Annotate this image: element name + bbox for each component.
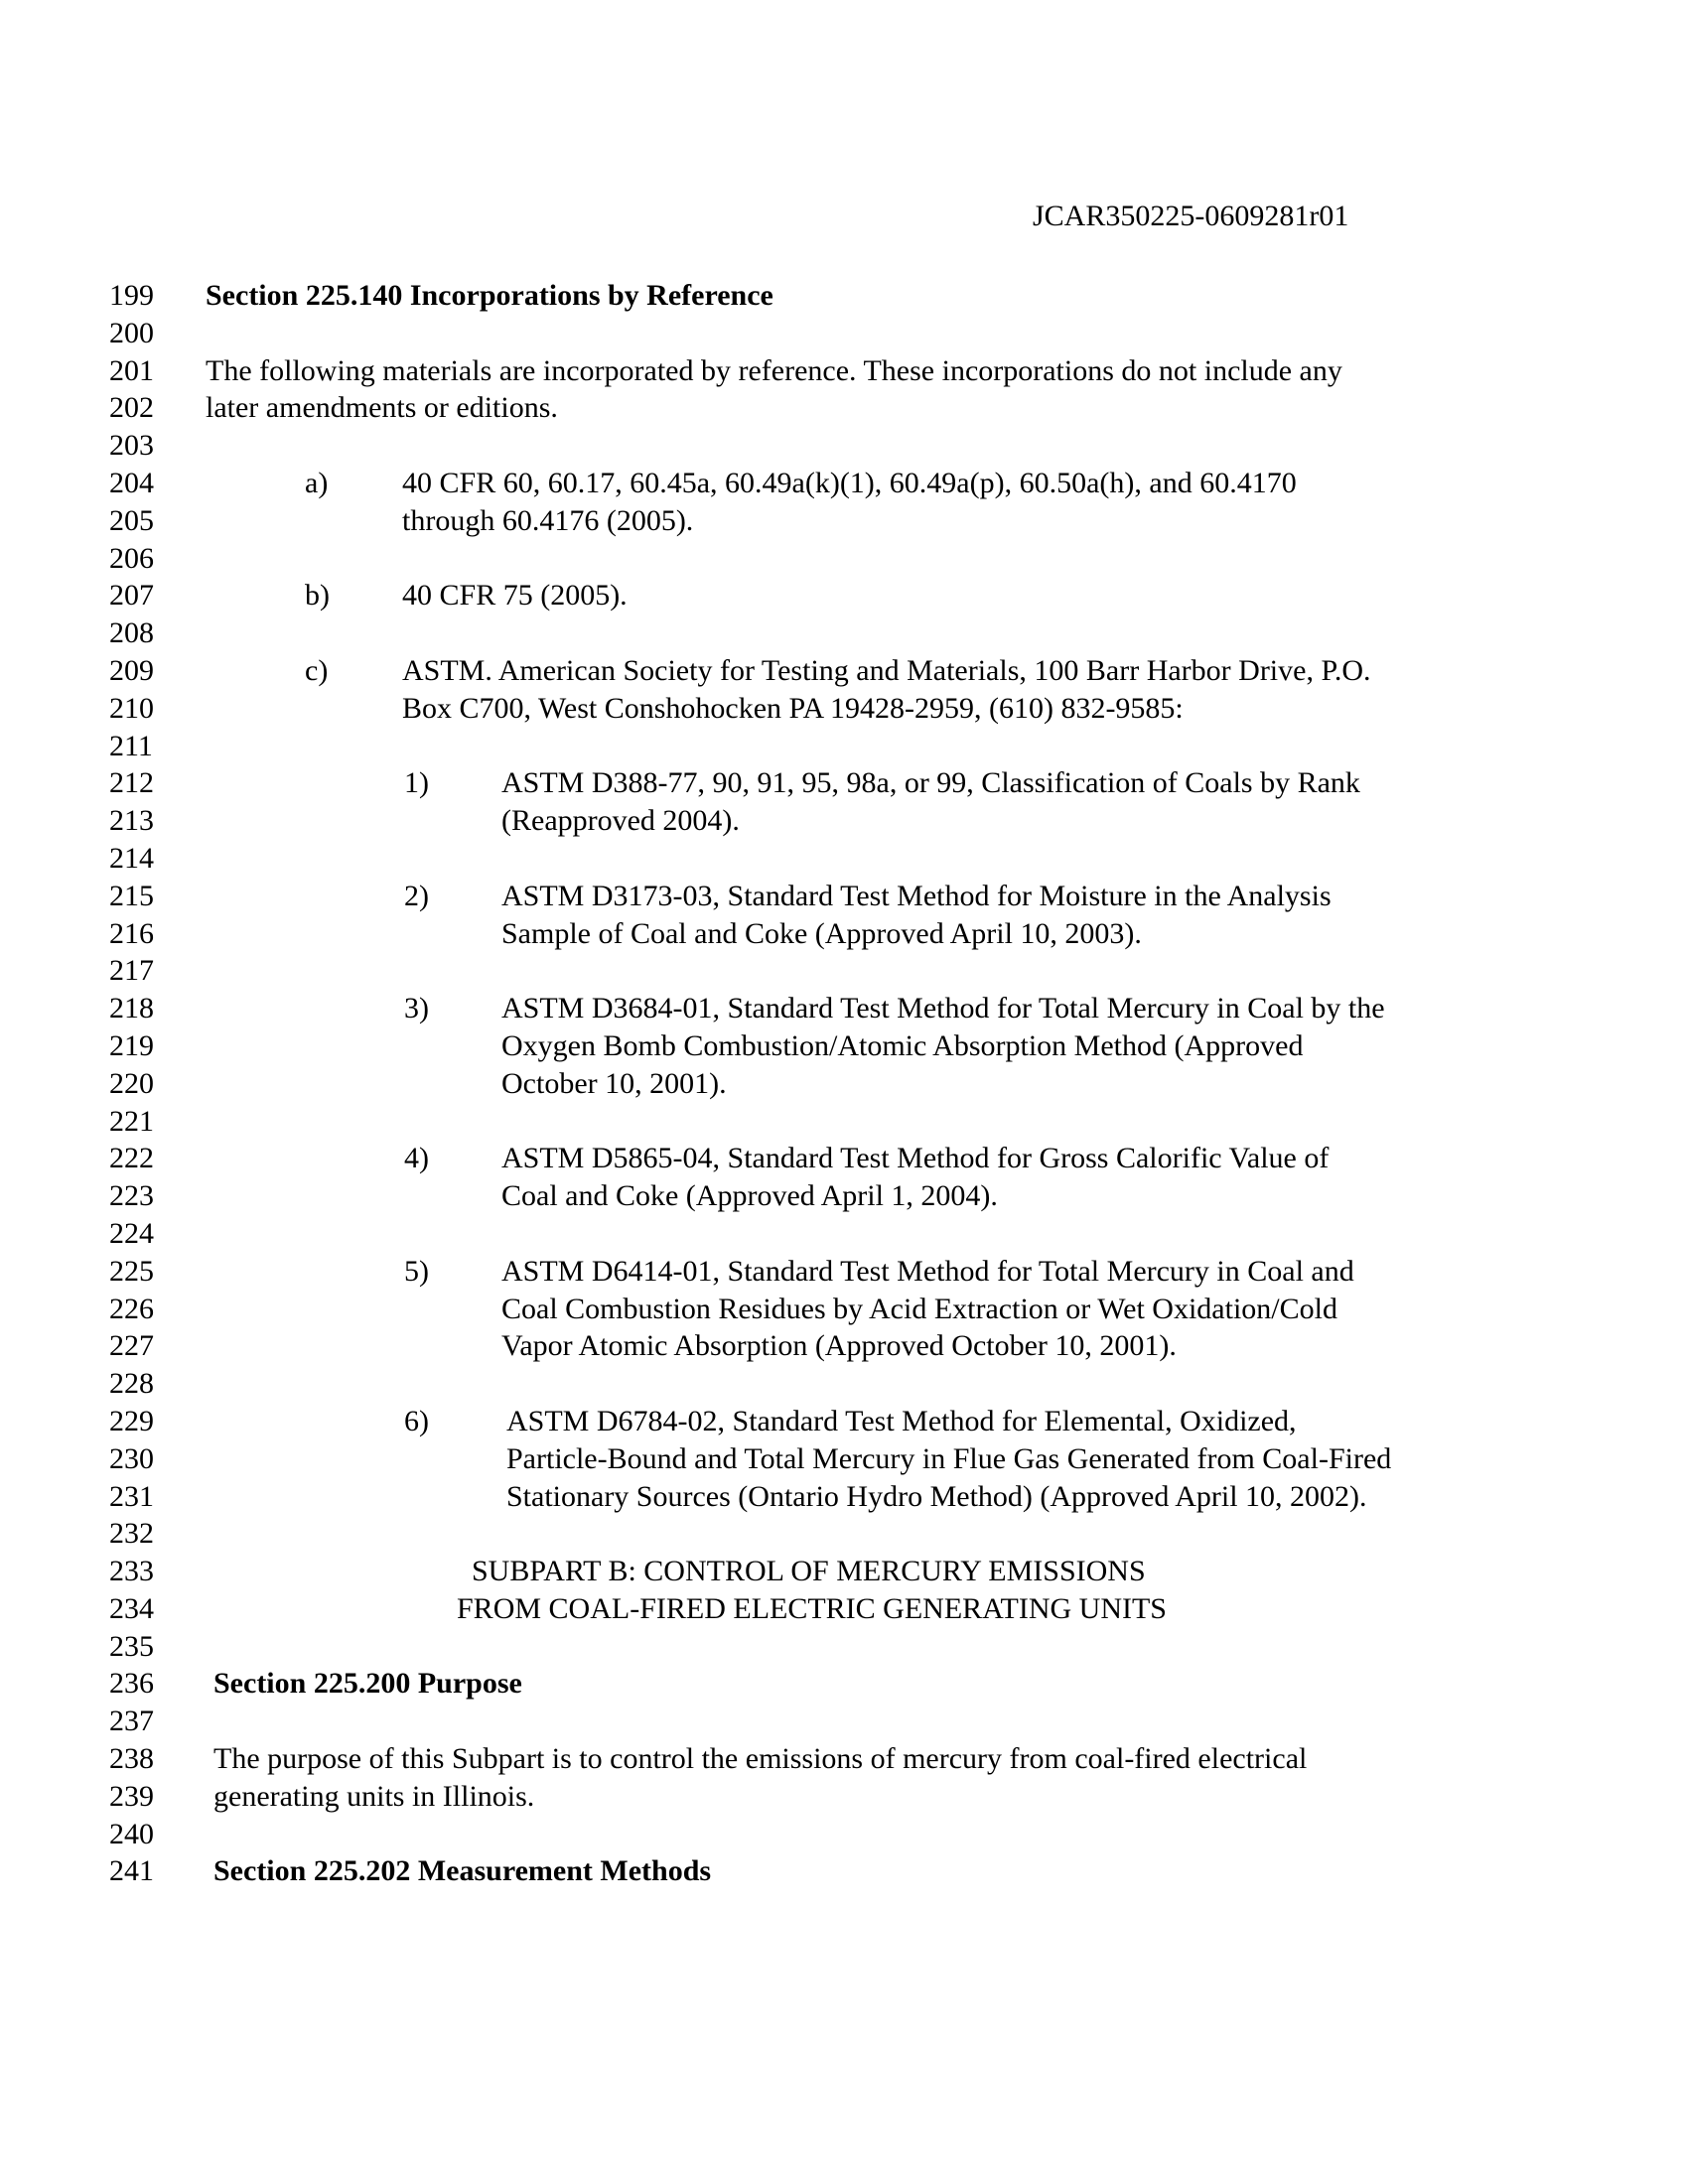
line-number: 204 <box>109 466 154 499</box>
subitem-label-5: 5) <box>404 1254 429 1288</box>
line-200 <box>0 315 1684 352</box>
line-204 <box>0 465 1684 502</box>
line-235 <box>0 1628 1684 1666</box>
line-207 <box>0 577 1684 614</box>
line-number: 200 <box>109 316 154 349</box>
line-227 <box>0 1327 1684 1365</box>
subitem-text: Stationary Sources (Ontario Hydro Method) (Approved April 10, 2002). <box>506 1479 1367 1513</box>
item-text: ASTM. American Society for Testing and Materials, 100 Barr Harbor Drive, P.O. <box>402 653 1371 687</box>
subitem-label-2: 2) <box>404 879 429 912</box>
line-number: 236 <box>109 1667 154 1701</box>
item-text: 40 CFR 75 (2005). <box>402 579 628 613</box>
line-number: 221 <box>109 1104 154 1138</box>
line-number: 231 <box>109 1479 154 1513</box>
line-number: 208 <box>109 616 154 650</box>
line-number: 210 <box>109 691 154 725</box>
item-label-c: c) <box>305 653 329 687</box>
line-number: 218 <box>109 992 154 1025</box>
subitem-text: Coal and Coke (Approved April 1, 2004). <box>501 1179 998 1213</box>
line-number: 202 <box>109 391 154 425</box>
line-number: 230 <box>109 1441 154 1475</box>
line-215 <box>0 878 1684 915</box>
document-body <box>0 277 1684 1890</box>
paragraph-text: later amendments or editions. <box>206 391 558 425</box>
line-number: 201 <box>109 353 154 387</box>
line-number: 237 <box>109 1705 154 1738</box>
subitem-text: ASTM D6784-02, Standard Test Method for Elemental, Oxidized, <box>506 1404 1297 1437</box>
line-199 <box>0 277 1684 315</box>
line-number: 215 <box>109 879 154 912</box>
line-223 <box>0 1177 1684 1215</box>
line-number: 234 <box>109 1591 154 1625</box>
line-number: 213 <box>109 804 154 838</box>
line-212 <box>0 764 1684 802</box>
item-text: 40 CFR 60, 60.17, 60.45a, 60.49a(k)(1), 60.49a(p), 60.50a(h), and 60.4170 <box>402 466 1297 499</box>
subpart-heading: FROM COAL-FIRED ELECTRIC GENERATING UNITS <box>457 1591 1167 1625</box>
line-number: 209 <box>109 653 154 687</box>
subitem-text: Sample of Coal and Coke (Approved April 10, 2003). <box>501 916 1142 950</box>
line-208 <box>0 614 1684 652</box>
line-number: 235 <box>109 1629 154 1663</box>
line-number: 225 <box>109 1254 154 1288</box>
line-202 <box>0 389 1684 427</box>
line-number: 238 <box>109 1742 154 1776</box>
item-text: Box C700, West Conshohocken PA 19428-2959, (610) 832-9585: <box>402 691 1184 725</box>
subpart-heading: SUBPART B: CONTROL OF MERCURY EMISSIONS <box>472 1555 1146 1588</box>
line-number: 217 <box>109 954 154 988</box>
line-221 <box>0 1103 1684 1141</box>
subitem-text: Vapor Atomic Absorption (Approved October 10, 2001). <box>501 1329 1177 1363</box>
line-number: 206 <box>109 541 154 575</box>
line-number: 220 <box>109 1066 154 1100</box>
line-number: 229 <box>109 1404 154 1437</box>
line-number: 241 <box>109 1854 154 1888</box>
line-number: 212 <box>109 766 154 800</box>
document-code: JCAR350225-0609281r01 <box>1033 200 1349 232</box>
subitem-text: Oxygen Bomb Combustion/Atomic Absorption Method (Approved <box>501 1028 1304 1062</box>
line-206 <box>0 540 1684 578</box>
subitem-label-6: 6) <box>404 1404 429 1437</box>
item-label-a: a) <box>305 466 329 499</box>
line-234 <box>0 1590 1684 1628</box>
line-number: 205 <box>109 503 154 537</box>
line-217 <box>0 952 1684 990</box>
subitem-label-4: 4) <box>404 1142 429 1175</box>
paragraph-text: generating units in Illinois. <box>213 1779 535 1813</box>
line-number: 223 <box>109 1179 154 1213</box>
line-220 <box>0 1065 1684 1103</box>
subitem-text: ASTM D6414-01, Standard Test Method for Total Mercury in Coal and <box>501 1254 1354 1288</box>
line-222 <box>0 1140 1684 1177</box>
line-213 <box>0 802 1684 840</box>
line-240 <box>0 1816 1684 1853</box>
line-number: 239 <box>109 1779 154 1813</box>
line-225 <box>0 1253 1684 1291</box>
line-210 <box>0 690 1684 728</box>
line-230 <box>0 1440 1684 1478</box>
line-238 <box>0 1740 1684 1778</box>
line-219 <box>0 1027 1684 1065</box>
line-number: 240 <box>109 1817 154 1850</box>
line-218 <box>0 990 1684 1027</box>
subitem-text: ASTM D3173-03, Standard Test Method for Moisture in the Analysis <box>501 879 1332 912</box>
line-239 <box>0 1778 1684 1816</box>
subitem-text: (Reapproved 2004). <box>501 804 740 838</box>
line-216 <box>0 915 1684 953</box>
subitem-text: ASTM D3684-01, Standard Test Method for Total Mercury in Coal by the <box>501 992 1385 1025</box>
line-number: 214 <box>109 841 154 875</box>
line-number: 199 <box>109 279 154 312</box>
section-heading-225-140: Section 225.140 Incorporations by Reference <box>206 279 773 312</box>
line-205 <box>0 502 1684 540</box>
paragraph-text: The purpose of this Subpart is to control the emissions of mercury from coal-fired electrical <box>213 1742 1308 1776</box>
subitem-text: Particle-Bound and Total Mercury in Flue Gas Generated from Coal-Fired <box>506 1441 1392 1475</box>
line-number: 228 <box>109 1367 154 1401</box>
line-number: 216 <box>109 916 154 950</box>
line-203 <box>0 427 1684 465</box>
line-214 <box>0 840 1684 878</box>
subitem-text: ASTM D388-77, 90, 91, 95, 98a, or 99, Classification of Coals by Rank <box>501 766 1360 800</box>
subitem-text: October 10, 2001). <box>501 1066 727 1100</box>
line-229 <box>0 1403 1684 1440</box>
line-241 <box>0 1852 1684 1890</box>
section-heading-225-202: Section 225.202 Measurement Methods <box>213 1854 712 1888</box>
item-text: through 60.4176 (2005). <box>402 503 694 537</box>
line-number: 232 <box>109 1517 154 1551</box>
line-232 <box>0 1515 1684 1553</box>
subitem-label-1: 1) <box>404 766 429 800</box>
paragraph-text: The following materials are incorporated by reference. These incorporations do not include any <box>206 353 1342 387</box>
subitem-text: Coal Combustion Residues by Acid Extraction or Wet Oxidation/Cold <box>501 1292 1337 1325</box>
line-number: 222 <box>109 1142 154 1175</box>
line-number: 219 <box>109 1028 154 1062</box>
line-number: 227 <box>109 1329 154 1363</box>
line-number: 211 <box>109 729 153 762</box>
line-number: 207 <box>109 579 154 613</box>
section-heading-225-200: Section 225.200 Purpose <box>213 1667 522 1701</box>
line-201 <box>0 352 1684 390</box>
line-209 <box>0 652 1684 690</box>
line-number: 224 <box>109 1216 154 1250</box>
line-237 <box>0 1703 1684 1740</box>
line-228 <box>0 1365 1684 1403</box>
subitem-label-3: 3) <box>404 992 429 1025</box>
line-number: 233 <box>109 1555 154 1588</box>
line-231 <box>0 1478 1684 1516</box>
line-number: 203 <box>109 429 154 463</box>
line-226 <box>0 1291 1684 1328</box>
line-236 <box>0 1665 1684 1703</box>
item-label-b: b) <box>305 579 330 613</box>
line-211 <box>0 728 1684 765</box>
subitem-text: ASTM D5865-04, Standard Test Method for Gross Calorific Value of <box>501 1142 1330 1175</box>
line-number: 226 <box>109 1292 154 1325</box>
line-224 <box>0 1215 1684 1253</box>
line-233 <box>0 1553 1684 1590</box>
